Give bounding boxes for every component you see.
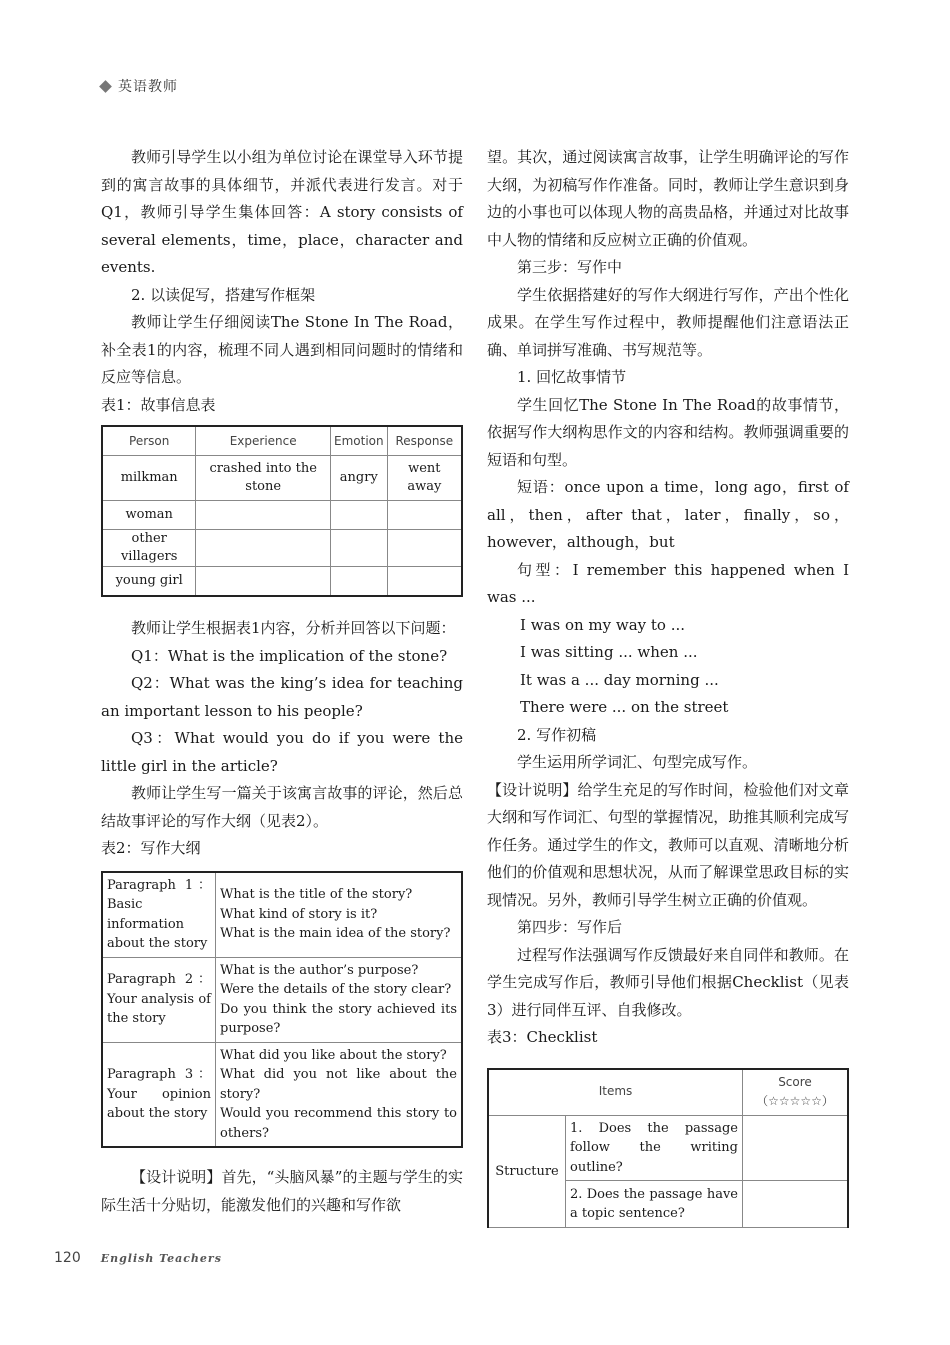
table-row bbox=[102, 957, 462, 1042]
table-cell: Structure bbox=[488, 1115, 566, 1228]
outline-line: Do you think the story achieved its purpose? bbox=[220, 1001, 457, 1036]
design-note: 【设计说明】给学生充足的写作时间，检验他们对文章大纲和写作词汇、句型的掌握情况，助推其顺利完成写作任务。通过学生的作文，教师可以直观、清晰地分析他们的价值观和思想状况，从而了解课堂思政目标的实现情况。另外，教师引导学生树立正确的价值观。 bbox=[487, 780, 849, 909]
sentence-pattern: I was sitting ... when ... bbox=[520, 643, 698, 661]
outline-line: What did you not like about the story? bbox=[220, 1067, 457, 1102]
sentence-pattern: It was a ... day morning ... bbox=[520, 670, 719, 689]
outline-line: Were the details of the story clear? bbox=[220, 982, 452, 997]
page-number: 120 bbox=[54, 1250, 81, 1266]
outline-line: What is the title of the story? bbox=[220, 887, 413, 903]
sentence-patterns: 句型：I remember this happened when I was ... bbox=[487, 560, 849, 606]
diamond-icon bbox=[99, 80, 112, 93]
table-cell bbox=[387, 530, 462, 567]
question-2: Q2：What was the king’s idea for teaching an important lesson to his people? bbox=[101, 674, 463, 720]
sentence-pattern: There were ... on the street bbox=[520, 698, 729, 716]
section-heading: 2. 写作初稿 bbox=[517, 725, 597, 744]
journal-header bbox=[101, 76, 178, 96]
journal-english-name: English Teachers bbox=[100, 1251, 222, 1265]
table-header: Emotion bbox=[331, 426, 388, 456]
paragraph: 教师让学生根据表1内容，分析并回答以下问题： bbox=[131, 619, 456, 637]
table-cell bbox=[216, 957, 463, 1042]
writing-outline-table bbox=[101, 871, 463, 1149]
table-cell: Paragraph 2：Your analysis of the story bbox=[102, 957, 216, 1042]
paragraph: 学生依据搭建好的写作大纲进行写作，产出个性化成果。在学生写作过程中，教师提醒他们注意语法正确、单词拼写准确、书写规范等。 bbox=[487, 285, 849, 359]
section-heading: 第四步：写作后 bbox=[517, 918, 623, 936]
table-header: Items bbox=[488, 1069, 743, 1116]
table-cell bbox=[743, 1115, 849, 1181]
sentence-pattern: I was on my way to ... bbox=[520, 615, 686, 634]
story-info-table bbox=[101, 425, 463, 597]
score-stars: （☆☆☆☆☆） bbox=[756, 1094, 834, 1108]
outline-line: What is the main idea of the story? bbox=[220, 926, 451, 942]
table-cell bbox=[196, 501, 331, 530]
table2-caption: 表2：写作大纲 bbox=[101, 839, 201, 857]
table3-caption: 表3：Checklist bbox=[487, 1028, 598, 1046]
table-row bbox=[102, 530, 462, 567]
table-header: Experience bbox=[196, 426, 331, 456]
left-column bbox=[101, 144, 463, 1219]
table-cell bbox=[216, 872, 463, 958]
table-cell bbox=[387, 501, 462, 530]
paragraph: 学生回忆The Stone In The Road的故事情节，依据写作大纲构思作文的内容和结构。教师强调重要的短语和句型。 bbox=[487, 395, 849, 469]
table-cell bbox=[331, 530, 388, 567]
paragraph: 教师让学生仔细阅读The Stone In The Road，补全表1的内容，梳理不同人遇到相同问题时的情绪和反应等信息。 bbox=[101, 313, 463, 386]
table-cell bbox=[196, 530, 331, 567]
table-cell: 1. Does the passage follow the writing outline? bbox=[566, 1115, 743, 1181]
table1-caption: 表1：故事信息表 bbox=[101, 395, 216, 414]
page-footer bbox=[54, 1250, 222, 1266]
table-row bbox=[102, 567, 462, 597]
table-cell bbox=[387, 567, 462, 597]
outline-line: What did you like about the story? bbox=[220, 1047, 447, 1063]
question-1: Q1：What is the implication of the stone? bbox=[131, 646, 448, 665]
paragraph: 【设计说明】首先，“头脑风暴”的主题与学生的实际生活十分贴切，能激发他们的兴趣和写作欲 bbox=[101, 1168, 463, 1214]
table-cell: 2. Does the passage have a topic sentence? bbox=[566, 1181, 743, 1228]
paragraph: 教师让学生写一篇关于该寓言故事的评论，然后总结故事评论的写作大纲（见表2）。 bbox=[101, 784, 463, 830]
section-heading: 1. 回忆故事情节 bbox=[517, 368, 627, 386]
table-cell: went away bbox=[387, 456, 462, 501]
outline-line: What kind of story is it? bbox=[220, 906, 378, 922]
table-cell bbox=[196, 567, 331, 597]
table-row bbox=[102, 501, 462, 530]
table-row bbox=[488, 1115, 848, 1181]
right-column bbox=[487, 144, 849, 1228]
table-cell: Paragraph 1：Basic information about the story bbox=[102, 872, 216, 958]
table-cell bbox=[331, 567, 388, 597]
table-header: Response bbox=[387, 426, 462, 456]
table-cell: milkman bbox=[102, 456, 196, 501]
table-cell: other villagers bbox=[102, 530, 196, 567]
paragraph: 望。其次，通过阅读寓言故事，让学生明确评论的写作大纲，为初稿写作作准备。同时，教师让学生意识到身边的小事也可以体现人物的高贵品格，并通过对比故事中人物的情绪和反应树立正确的价值观。 bbox=[487, 148, 849, 249]
section-heading: 2. 以读促写，搭建写作框架 bbox=[131, 285, 316, 304]
phrases: 短语：once upon a time，long ago，first of all，then，after that，later，finally，so，however，although，but bbox=[487, 478, 849, 551]
outline-line: Would you recommend this story to others? bbox=[220, 1106, 457, 1141]
table-cell: woman bbox=[102, 501, 196, 530]
table-cell bbox=[331, 501, 388, 530]
paragraph: 教师引导学生以小组为单位讨论在课堂导入环节提到的寓言故事的具体细节，并派代表进行发言。对于Q1，教师引导学生集体回答：A story consists of several elements，time，place，character and events. bbox=[101, 148, 463, 276]
table-cell bbox=[216, 1042, 463, 1147]
table-cell: young girl bbox=[102, 567, 196, 597]
table-row bbox=[102, 1042, 462, 1147]
score-label: Score bbox=[778, 1074, 812, 1089]
table-row bbox=[102, 872, 462, 958]
table-cell bbox=[743, 1181, 849, 1228]
paragraph: 过程写作法强调写作反馈最好来自同伴和教师。在学生完成写作后，教师引导他们根据Checklist（见表3）进行同伴互评、自我修改。 bbox=[487, 945, 849, 1019]
table-cell: Paragraph 3：Your opinion about the story bbox=[102, 1042, 216, 1147]
paragraph: 学生运用所学词汇、句型完成写作。 bbox=[517, 753, 758, 771]
section-heading: 第三步：写作中 bbox=[517, 258, 623, 276]
checklist-table bbox=[487, 1068, 849, 1229]
outline-line: What is the author’s purpose? bbox=[220, 962, 419, 978]
table-cell: crashed into the stone bbox=[196, 456, 331, 501]
table-cell: angry bbox=[331, 456, 388, 501]
question-3: Q3：What would you do if you were the little girl in the article? bbox=[101, 729, 463, 775]
table-row bbox=[102, 456, 462, 501]
table-header bbox=[743, 1069, 849, 1116]
table-header: Person bbox=[102, 426, 196, 456]
journal-title: 英语教师 bbox=[118, 79, 178, 95]
table-row bbox=[488, 1069, 848, 1116]
